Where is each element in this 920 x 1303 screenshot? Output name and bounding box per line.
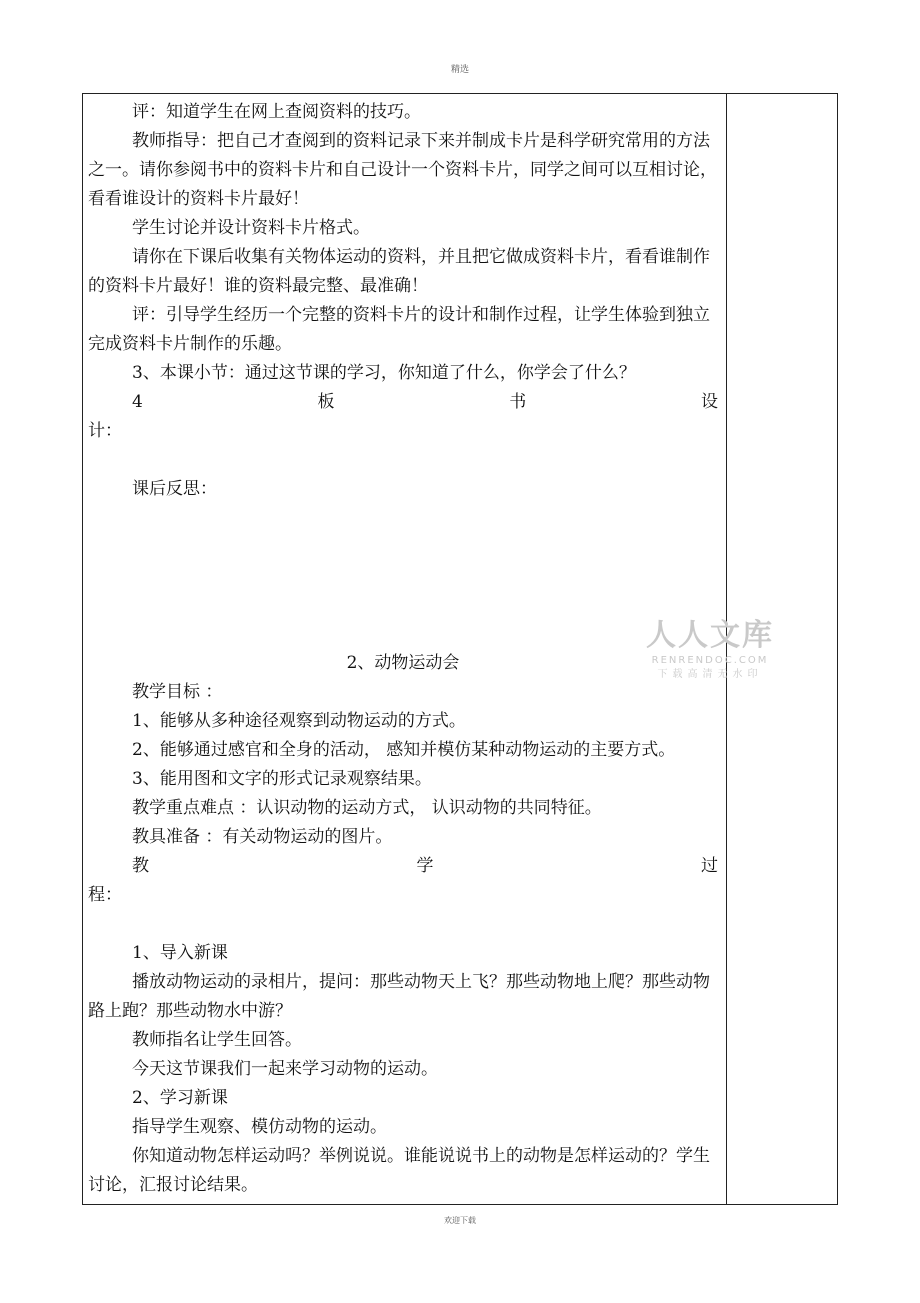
paragraph: 评：知道学生在网上查阅资料的技巧。 <box>132 102 421 122</box>
paragraph: 你知道动物怎样运动吗？举例说说。谁能说说书上的动物是怎样运动的？学生讨论，汇报讨论结果。 <box>88 1146 710 1195</box>
goal-item: 3、能用图和文字的形式记录观察结果。 <box>132 769 432 789</box>
watermark-main: 人人文库 <box>646 618 774 653</box>
teaching-tools: 教具准备 ：有关动物运动的图片。 <box>132 827 393 847</box>
watermark-tagline: 下载高清无水印 <box>657 669 763 680</box>
board-design-tail: 计： <box>88 421 122 441</box>
process-heading: 教 学 过 <box>132 856 718 876</box>
key-points: 教学重点难点 ：认识动物的运动方式， 认识动物的共同特征。 <box>132 798 602 818</box>
goal-label: 教学目标 ： <box>132 682 223 702</box>
lesson-title: 2、动物运动会 <box>346 653 460 673</box>
paragraph: 播放动物运动的录相片，提问：那些动物天上飞？那些动物地上爬？那些动物路上跑？那些动物水中游？ <box>88 972 710 1021</box>
watermark-logo <box>640 618 780 682</box>
watermark-url: RENRENDOC.COM <box>651 655 769 666</box>
reflection-label: 课后反思： <box>132 479 217 499</box>
goal-item: 1、能够从多种途径观察到动物运动的方式。 <box>132 711 466 731</box>
paragraph: 教师指名让学生回答。 <box>132 1030 302 1050</box>
section-title: 2、学习新课 <box>132 1088 228 1108</box>
paragraph: 请你在下课后收集有关物体运动的资料，并且把它做成资料卡片，看看谁制作的资料卡片最好！谁的资料最完整、最准确！ <box>88 247 710 296</box>
goal-item: 2、能够通过感官和全身的活动， 感知并模仿某种动物运动的主要方式。 <box>132 740 676 760</box>
board-design-heading: 4 板 书 设 <box>132 392 718 412</box>
paragraph: 指导学生观察、模仿动物的运动。 <box>132 1117 387 1137</box>
paragraph: 学生讨论并设计资料卡片格式。 <box>132 218 370 238</box>
process-tail: 程： <box>88 885 122 905</box>
page-header: 精选 <box>450 65 469 75</box>
paragraph: 今天这节课我们一起来学习动物的运动。 <box>132 1059 438 1079</box>
paragraph: 评：引导学生经历一个完整的资料卡片的设计和制作过程，让学生体验到独立完成资料卡片制作的乐趣。 <box>88 305 710 354</box>
lesson-content <box>88 98 718 1200</box>
paragraph: 教师指导：把自己才查阅到的资料记录下来并制成卡片是科学研究常用的方法之一。请你参阅书中的资料卡片和自己设计一个资料卡片，同学之间可以互相讨论，看看谁设计的资料卡片最好！ <box>88 131 717 209</box>
paragraph: 3、本课小节：通过这节课的学习，你知道了什么，你学会了什么？ <box>132 363 636 383</box>
section-title: 1、导入新课 <box>132 943 228 963</box>
page-footer: 欢迎下载 <box>444 1216 476 1225</box>
